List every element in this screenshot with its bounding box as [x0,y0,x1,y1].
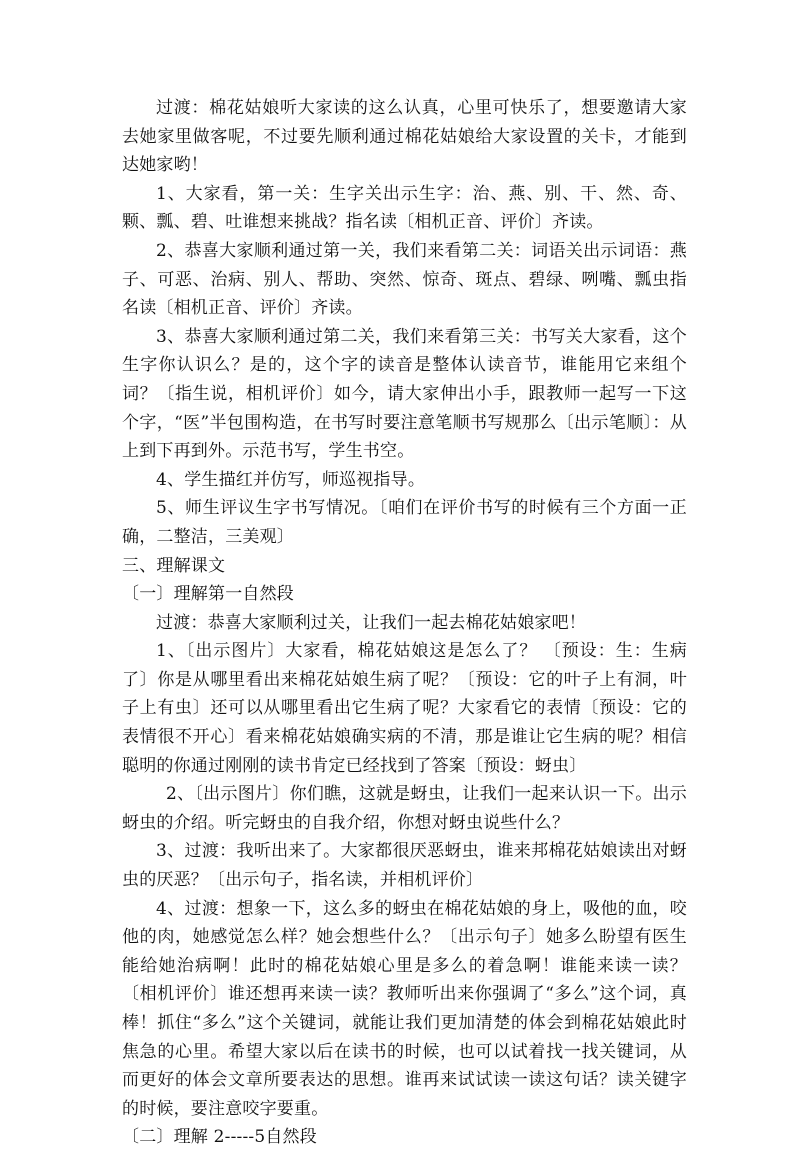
paragraph-item-2: 2、〔出示图片〕你们瞧，这就是蚜虫，让我们一起来认识一下。出示蚜虫的介绍。听完蚜虫的自我介绍，你想对蚜虫说些什么？ [122,784,687,833]
subsection-heading-paragraphs-2-5: 〔二〕理解 2-----5自然段 [122,1127,317,1148]
paragraph-transition-visit: 过渡：恭喜大家顺利过关，让我们一起去棉花姑娘家吧！ [156,612,586,633]
paragraph-item-1: 1、〔出示图片〕大家看，棉花姑娘这是怎么了？ 〔预设：生：生病了〕你是从哪里看出来棉花姑娘生病了呢？〔预设：它的叶子上有洞，叶子上有虫〕还可以从哪里看出它生病了呢？大家看它的表情〔预设：它的表情很不开心〕看来棉花姑娘确实病的不清，那是谁让它生病的呢？相信聪明的你通过刚刚的读书肯定已经找到了答案〔预设：蚜虫〕 [122,641,687,776]
paragraph-step-5: 5、师生评议生字书写情况。〔咱们在评价书写的时候有三个方面一正确，二整洁，三美观〕 [122,498,687,547]
paragraph-step-1: 1、大家看，第一关：生字关出示生字：治、燕、别、干、然、奇、颗、瓢、碧、吐谁想来挑战？指名读〔相机正音、评价〕齐读。 [122,183,687,233]
paragraph-transition-intro: 过渡：棉花姑娘听大家读的这么认真，心里可快乐了，想要邀请大家去她家里做客呢，不过要先顺利通过棉花姑娘给大家设置的关卡，才能到达她家哟！ [122,98,687,176]
section-heading-understand-text: 三、理解课文 [122,555,226,576]
paragraph-item-4: 4、过渡：想象一下，这么多的蚜虫在棉花姑娘的身上，吸他的血，咬他的肉，她感觉怎么样？她会想些什么？〔出示句子〕她多么盼望有医生能给她治病啊！此时的棉花姑娘心里是多么的着急啊！谁能来读一读？〔相机评价〕谁还想再来读一读？教师听出来你强调了“多么”这个词，真棒！抓住“多么”这个关键词，就能让我们更加清楚的体会到棉花姑娘此时焦急的心里。希望大家以后在读书的时候，也可以试着找一找关键词，从而更好的体会文章所要表达的思想。谁再来试试读一读这句话？读关键字的时候，要注意咬字要重。 [122,898,687,1119]
paragraph-step-4: 4、学生描红并仿写，师巡视指导。 [156,469,426,490]
document-body [122,94,687,1152]
paragraph-step-3: 3、恭喜大家顺利通过第二关，我们来看第三关：书写关大家看，这个生字你认识么？是的，这个字的读音是整体认读音节，谁能用它来组个词？〔指生说，相机评价〕如今，请大家伸出小手，跟教师一起写一下这个字，“医”半包围构造，在书写时要注意笔顺书写规那么〔出示笔顺〕：从上到下再到外。示范书写，学生书空。 [122,326,687,462]
subsection-heading-paragraph-1: 〔一〕理解第一自然段 [122,584,294,605]
paragraph-step-2: 2、恭喜大家顺利通过第一关，我们来看第二关：词语关出示词语：燕子、可恶、治病、别人、帮助、突然、惊奇、斑点、碧绿、咧嘴、瓢虫指名读〔相机正音、评价〕齐读。 [122,240,687,319]
paragraph-item-3: 3、过渡：我听出来了。大家都很厌恶蚜虫，谁来邦棉花姑娘读出对蚜虫的厌恶？〔出示句子，指名读，并相机评价〕 [122,841,687,891]
